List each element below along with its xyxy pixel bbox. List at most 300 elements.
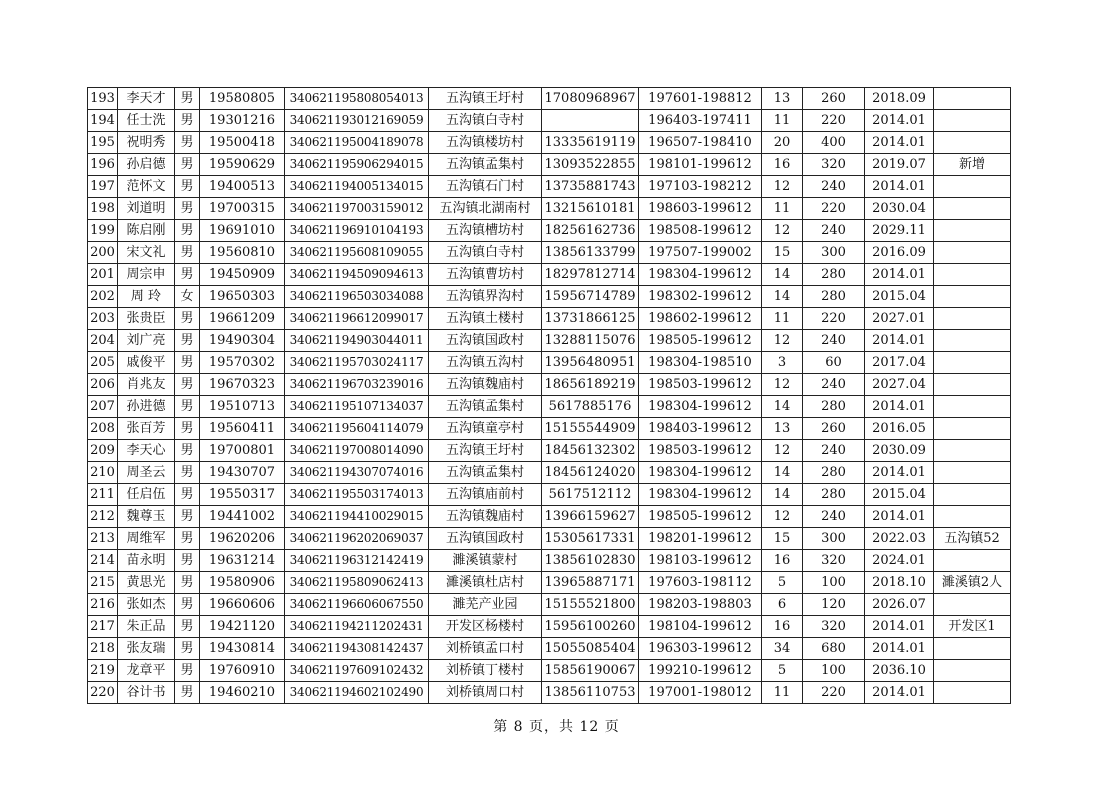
address-cell: 刘桥镇周口村 [429,682,542,704]
row-number-cell: 208 [88,418,118,440]
gender-cell: 男 [175,506,200,528]
gender-cell: 女 [175,286,200,308]
birth-date-cell: 19430707 [200,462,285,484]
note-cell [934,638,1011,660]
service-period-cell: 196303-199612 [639,638,762,660]
gender-cell: 男 [175,308,200,330]
row-number-cell: 200 [88,242,118,264]
amount-cell: 100 [803,660,865,682]
address-cell: 五沟镇国政村 [429,528,542,550]
amount-cell: 240 [803,440,865,462]
service-period-cell: 198302-199612 [639,286,762,308]
birth-date-cell: 19441002 [200,506,285,528]
id-number-cell: 340621195004189078 [285,132,429,154]
date-cell: 2014.01 [865,264,934,286]
service-period-cell: 198104-199612 [639,616,762,638]
date-cell: 2014.01 [865,616,934,638]
address-cell: 五沟镇王圩村 [429,88,542,110]
birth-date-cell: 19560411 [200,418,285,440]
service-period-cell: 198403-199612 [639,418,762,440]
id-number-cell: 340621196606067550 [285,594,429,616]
amount-cell: 280 [803,286,865,308]
birth-date-cell: 19580805 [200,88,285,110]
gender-cell: 男 [175,242,200,264]
date-cell: 2027.04 [865,374,934,396]
date-cell: 2014.01 [865,110,934,132]
service-period-cell: 198304-199612 [639,462,762,484]
id-number-cell: 340621194509094613 [285,264,429,286]
phone-cell: 13335619119 [542,132,639,154]
row-number-cell: 194 [88,110,118,132]
name-cell: 周宗申 [118,264,175,286]
name-cell: 肖兆友 [118,374,175,396]
row-number-cell: 199 [88,220,118,242]
table-row [88,176,1011,198]
date-cell: 2014.01 [865,132,934,154]
table-row [88,594,1011,616]
note-cell [934,308,1011,330]
service-period-cell: 198304-199612 [639,484,762,506]
phone-cell: 15155544909 [542,418,639,440]
years-cell: 14 [762,484,803,506]
phone-cell: 13956480951 [542,352,639,374]
years-cell: 11 [762,198,803,220]
id-number-cell: 340621195808054013 [285,88,429,110]
phone-cell: 5617512112 [542,484,639,506]
address-cell: 开发区杨楼村 [429,616,542,638]
page-footer: 第 8 页，共 12 页 [493,719,620,735]
name-cell: 周维军 [118,528,175,550]
date-cell: 2014.01 [865,396,934,418]
date-cell: 2030.04 [865,198,934,220]
address-cell: 五沟镇王圩村 [429,440,542,462]
note-cell [934,682,1011,704]
birth-date-cell: 19450909 [200,264,285,286]
phone-cell: 13856133799 [542,242,639,264]
gender-cell: 男 [175,682,200,704]
amount-cell: 100 [803,572,865,594]
table-row [88,616,1011,638]
name-cell: 任士洗 [118,110,175,132]
birth-date-cell: 19631214 [200,550,285,572]
id-number-cell: 340621194211202431 [285,616,429,638]
id-number-cell: 340621197609102432 [285,660,429,682]
address-cell: 五沟镇魏庙村 [429,506,542,528]
birth-date-cell: 19661209 [200,308,285,330]
address-cell: 五沟镇槽坊村 [429,220,542,242]
row-number-cell: 196 [88,154,118,176]
note-cell: 濉溪镇2人 [934,572,1011,594]
gender-cell: 男 [175,132,200,154]
table-row [88,506,1011,528]
name-cell: 李天才 [118,88,175,110]
service-period-cell: 198603-199612 [639,198,762,220]
row-number-cell: 202 [88,286,118,308]
table-row [88,352,1011,374]
phone-cell: 18656189219 [542,374,639,396]
phone-cell: 13735881743 [542,176,639,198]
row-number-cell: 212 [88,506,118,528]
table-row [88,154,1011,176]
amount-cell: 320 [803,154,865,176]
row-number-cell: 204 [88,330,118,352]
date-cell: 2014.01 [865,462,934,484]
table-row [88,440,1011,462]
table-row [88,110,1011,132]
date-cell: 2018.10 [865,572,934,594]
date-cell: 2017.04 [865,352,934,374]
table-row [88,132,1011,154]
id-number-cell: 340621195107134037 [285,396,429,418]
birth-date-cell: 19400513 [200,176,285,198]
years-cell: 12 [762,330,803,352]
phone-cell: 13856110753 [542,682,639,704]
note-cell [934,176,1011,198]
id-number-cell: 340621194903044011 [285,330,429,352]
years-cell: 13 [762,418,803,440]
name-cell: 祝明秀 [118,132,175,154]
row-number-cell: 209 [88,440,118,462]
address-cell: 五沟镇白寺村 [429,110,542,132]
date-cell: 2014.01 [865,638,934,660]
date-cell: 2027.01 [865,308,934,330]
years-cell: 14 [762,462,803,484]
id-number-cell: 340621194410029015 [285,506,429,528]
table-row [88,484,1011,506]
birth-date-cell: 19430814 [200,638,285,660]
table-row [88,88,1011,110]
gender-cell: 男 [175,440,200,462]
row-number-cell: 193 [88,88,118,110]
row-number-cell: 220 [88,682,118,704]
id-number-cell: 340621197008014090 [285,440,429,462]
gender-cell: 男 [175,264,200,286]
birth-date-cell: 19580906 [200,572,285,594]
id-number-cell: 340621195809062413 [285,572,429,594]
gender-cell: 男 [175,418,200,440]
gender-cell: 男 [175,220,200,242]
amount-cell: 240 [803,176,865,198]
amount-cell: 400 [803,132,865,154]
row-number-cell: 210 [88,462,118,484]
service-period-cell: 198505-199612 [639,506,762,528]
service-period-cell: 197507-199002 [639,242,762,264]
years-cell: 12 [762,176,803,198]
table-row [88,396,1011,418]
phone-cell: 13966159627 [542,506,639,528]
years-cell: 15 [762,528,803,550]
table-row [88,308,1011,330]
amount-cell: 280 [803,484,865,506]
phone-cell: 13731866125 [542,308,639,330]
amount-cell: 300 [803,528,865,550]
date-cell: 2019.07 [865,154,934,176]
table-row [88,572,1011,594]
address-cell: 五沟镇楼坊村 [429,132,542,154]
name-cell: 孙进德 [118,396,175,418]
birth-date-cell: 19550317 [200,484,285,506]
service-period-cell: 197103-198212 [639,176,762,198]
name-cell: 张友瑞 [118,638,175,660]
name-cell: 陈启刚 [118,220,175,242]
date-cell: 2024.01 [865,550,934,572]
note-cell [934,418,1011,440]
amount-cell: 220 [803,198,865,220]
row-number-cell: 213 [88,528,118,550]
gender-cell: 男 [175,88,200,110]
name-cell: 周 玲 [118,286,175,308]
years-cell: 15 [762,242,803,264]
note-cell [934,264,1011,286]
phone-cell: 18297812714 [542,264,639,286]
date-cell: 2016.09 [865,242,934,264]
gender-cell: 男 [175,462,200,484]
gender-cell: 男 [175,594,200,616]
address-cell: 濉溪镇蒙村 [429,550,542,572]
years-cell: 12 [762,374,803,396]
birth-date-cell: 19421120 [200,616,285,638]
table-row [88,198,1011,220]
id-number-cell: 340621195906294015 [285,154,429,176]
table-row [88,462,1011,484]
years-cell: 14 [762,286,803,308]
address-cell: 五沟镇石门村 [429,176,542,198]
birth-date-cell: 19691010 [200,220,285,242]
gender-cell: 男 [175,110,200,132]
birth-date-cell: 19650303 [200,286,285,308]
address-cell: 五沟镇孟集村 [429,462,542,484]
note-cell [934,440,1011,462]
years-cell: 34 [762,638,803,660]
service-period-cell: 198103-199612 [639,550,762,572]
table-row [88,528,1011,550]
id-number-cell: 340621194307074016 [285,462,429,484]
gender-cell: 男 [175,176,200,198]
service-period-cell: 198508-199612 [639,220,762,242]
name-cell: 苗永明 [118,550,175,572]
years-cell: 11 [762,110,803,132]
note-cell [934,132,1011,154]
note-cell [934,110,1011,132]
years-cell: 12 [762,440,803,462]
name-cell: 黄思光 [118,572,175,594]
years-cell: 16 [762,550,803,572]
address-cell: 刘桥镇孟口村 [429,638,542,660]
phone-cell: 15956100260 [542,616,639,638]
id-number-cell: 340621196612099017 [285,308,429,330]
id-number-cell: 340621196910104193 [285,220,429,242]
phone-cell: 13215610181 [542,198,639,220]
gender-cell: 男 [175,550,200,572]
note-cell: 新增 [934,154,1011,176]
service-period-cell: 198304-199612 [639,396,762,418]
date-cell: 2026.07 [865,594,934,616]
service-period-cell: 199210-199612 [639,660,762,682]
amount-cell: 260 [803,418,865,440]
table-row [88,330,1011,352]
phone-cell: 15305617331 [542,528,639,550]
name-cell: 戚俊平 [118,352,175,374]
gender-cell: 男 [175,330,200,352]
phone-cell: 18456132302 [542,440,639,462]
note-cell [934,374,1011,396]
years-cell: 14 [762,264,803,286]
note-cell [934,88,1011,110]
gender-cell: 男 [175,660,200,682]
amount-cell: 680 [803,638,865,660]
row-number-cell: 205 [88,352,118,374]
phone-cell: 13965887171 [542,572,639,594]
name-cell: 刘广亮 [118,330,175,352]
birth-date-cell: 19620206 [200,528,285,550]
service-period-cell: 197601-198812 [639,88,762,110]
note-cell [934,462,1011,484]
note-cell [934,396,1011,418]
amount-cell: 240 [803,506,865,528]
years-cell: 11 [762,682,803,704]
id-number-cell: 340621194005134015 [285,176,429,198]
data-table [87,87,1011,704]
service-period-cell: 198503-199612 [639,440,762,462]
name-cell: 范怀文 [118,176,175,198]
name-cell: 刘道明 [118,198,175,220]
address-cell: 五沟镇曹坊村 [429,264,542,286]
service-period-cell: 197001-198012 [639,682,762,704]
birth-date-cell: 19700801 [200,440,285,462]
name-cell: 李天心 [118,440,175,462]
address-cell: 五沟镇国政村 [429,330,542,352]
gender-cell: 男 [175,374,200,396]
name-cell: 任启伍 [118,484,175,506]
note-cell [934,330,1011,352]
service-period-cell: 198201-199612 [639,528,762,550]
date-cell: 2015.04 [865,286,934,308]
years-cell: 11 [762,308,803,330]
service-period-cell: 198503-199612 [639,374,762,396]
gender-cell: 男 [175,484,200,506]
name-cell: 张如杰 [118,594,175,616]
birth-date-cell: 19760910 [200,660,285,682]
amount-cell: 280 [803,396,865,418]
id-number-cell: 340621196312142419 [285,550,429,572]
table-body [88,88,1011,704]
id-number-cell: 340621193012169059 [285,110,429,132]
gender-cell: 男 [175,198,200,220]
years-cell: 16 [762,154,803,176]
note-cell [934,484,1011,506]
note-cell: 五沟镇52 [934,528,1011,550]
phone-cell: 13288115076 [542,330,639,352]
table-row [88,418,1011,440]
years-cell: 12 [762,506,803,528]
table-row [88,220,1011,242]
row-number-cell: 198 [88,198,118,220]
note-cell [934,242,1011,264]
address-cell: 濉溪镇杜店村 [429,572,542,594]
id-number-cell: 340621195503174013 [285,484,429,506]
amount-cell: 220 [803,682,865,704]
name-cell: 宋文礼 [118,242,175,264]
note-cell [934,594,1011,616]
years-cell: 14 [762,396,803,418]
note-cell [934,550,1011,572]
table-row [88,682,1011,704]
id-number-cell: 340621194308142437 [285,638,429,660]
service-period-cell: 198602-199612 [639,308,762,330]
years-cell: 6 [762,594,803,616]
phone-cell: 17080968967 [542,88,639,110]
service-period-cell: 198101-199612 [639,154,762,176]
amount-cell: 320 [803,616,865,638]
address-cell: 五沟镇北湖南村 [429,198,542,220]
phone-cell: 18256162736 [542,220,639,242]
row-number-cell: 219 [88,660,118,682]
name-cell: 孙启德 [118,154,175,176]
years-cell: 3 [762,352,803,374]
note-cell [934,352,1011,374]
address-cell: 五沟镇孟集村 [429,396,542,418]
phone-cell: 15155521800 [542,594,639,616]
address-cell: 五沟镇白寺村 [429,242,542,264]
phone-cell: 15956714789 [542,286,639,308]
name-cell: 张贵臣 [118,308,175,330]
amount-cell: 300 [803,242,865,264]
date-cell: 2014.01 [865,330,934,352]
years-cell: 20 [762,132,803,154]
birth-date-cell: 19570302 [200,352,285,374]
address-cell: 五沟镇魏庙村 [429,374,542,396]
row-number-cell: 203 [88,308,118,330]
table-row [88,660,1011,682]
id-number-cell: 340621196202069037 [285,528,429,550]
birth-date-cell: 19460210 [200,682,285,704]
id-number-cell: 340621195703024117 [285,352,429,374]
id-number-cell: 340621195604114079 [285,418,429,440]
birth-date-cell: 19490304 [200,330,285,352]
name-cell: 谷计书 [118,682,175,704]
note-cell [934,286,1011,308]
row-number-cell: 215 [88,572,118,594]
id-number-cell: 340621196703239016 [285,374,429,396]
table-row [88,550,1011,572]
birth-date-cell: 19590629 [200,154,285,176]
address-cell: 刘桥镇丁楼村 [429,660,542,682]
name-cell: 张百芳 [118,418,175,440]
id-number-cell: 340621194602102490 [285,682,429,704]
table-row [88,638,1011,660]
years-cell: 16 [762,616,803,638]
row-number-cell: 214 [88,550,118,572]
amount-cell: 60 [803,352,865,374]
date-cell: 2014.01 [865,682,934,704]
row-number-cell: 217 [88,616,118,638]
phone-cell: 15856190067 [542,660,639,682]
note-cell [934,506,1011,528]
row-number-cell: 201 [88,264,118,286]
amount-cell: 240 [803,374,865,396]
address-cell: 濉芜产业园 [429,594,542,616]
date-cell: 2036.10 [865,660,934,682]
gender-cell: 男 [175,638,200,660]
gender-cell: 男 [175,572,200,594]
service-period-cell: 196403-197411 [639,110,762,132]
date-cell: 2030.09 [865,440,934,462]
table-row [88,374,1011,396]
date-cell: 2018.09 [865,88,934,110]
birth-date-cell: 19700315 [200,198,285,220]
row-number-cell: 211 [88,484,118,506]
years-cell: 5 [762,660,803,682]
